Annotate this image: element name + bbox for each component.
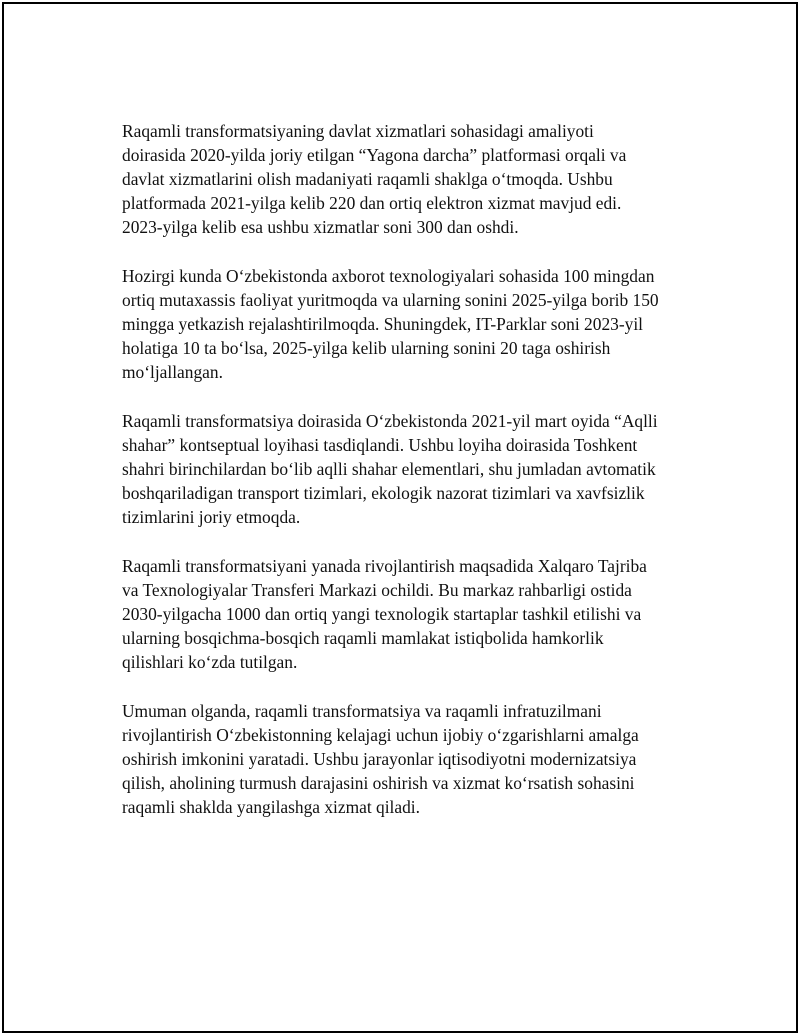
text-line: mingga yetkazish rejalashtirilmoqda. Shuningdek, IT-Parklar soni 2023-yil	[122, 314, 643, 334]
text-line: qilish, aholining turmush darajasini oshirish va xizmat ko‘rsatish sohasini	[122, 773, 635, 793]
text-line: 2023-yilga kelib esa ushbu xizmatlar soni 300 dan oshdi.	[122, 217, 519, 237]
paragraph-4	[122, 554, 702, 674]
text-line: Raqamli transformatsiyani yanada rivojlantirish maqsadida Xalqaro Tajriba	[122, 556, 647, 576]
text-line: qilishlari ko‘zda tutilgan.	[122, 652, 298, 672]
text-line: boshqariladigan transport tizimlari, ekologik nazorat tizimlari va xavfsizlik	[122, 483, 645, 503]
text-line: rivojlantirish O‘zbekistonning kelajagi uchun ijobiy o‘zgarishlarni amalga	[122, 725, 639, 745]
text-line: mo‘ljallangan.	[122, 362, 223, 382]
text-line: Raqamli transformatsiya doirasida O‘zbekistonda 2021-yil mart oyida “Aqlli	[122, 411, 658, 431]
paragraph-3	[122, 409, 702, 529]
text-line: shahar” kontseptual loyihasi tasdiqlandi. Ushbu loyiha doirasida Toshkent	[122, 435, 638, 455]
text-line: raqamli shaklda yangilashga xizmat qiladi.	[122, 797, 420, 817]
text-line: Raqamli transformatsiyaning davlat xizmatlari sohasidagi amaliyoti	[122, 121, 594, 141]
text-line: oshirish imkonini yaratadi. Ushbu jarayonlar iqtisodiyotni modernizatsiya	[122, 749, 637, 769]
text-line: ortiq mutaxassis faoliyat yuritmoqda va ularning sonini 2025-yilga borib 150	[122, 290, 659, 310]
paragraph-2	[122, 264, 702, 384]
text-line: ularning bosqichma-bosqich raqamli mamlakat istiqbolida hamkorlik	[122, 628, 604, 648]
text-line: Umuman olganda, raqamli transformatsiya va raqamli infratuzilmani	[122, 701, 602, 721]
text-line: doirasida 2020-yilda joriy etilgan “Yagona darcha” platformasi orqali va	[122, 145, 627, 165]
text-line: platformada 2021-yilga kelib 220 dan ortiq elektron xizmat mavjud edi.	[122, 193, 622, 213]
text-line: tizimlarini joriy etmoqda.	[122, 507, 301, 527]
document-page	[2, 2, 798, 1033]
text-line: davlat xizmatlarini olish madaniyati raqamli shaklga o‘tmoqda. Ushbu	[122, 169, 613, 189]
paragraph-5	[122, 699, 702, 819]
paragraph-1	[122, 119, 702, 239]
text-line: holatiga 10 ta bo‘lsa, 2025-yilga kelib ularning sonini 20 taga oshirish	[122, 338, 611, 358]
text-line: shahri birinchilardan bo‘lib aqlli shahar elementlari, shu jumladan avtomatik	[122, 459, 656, 479]
document-body	[122, 119, 702, 844]
text-line: va Texnologiyalar Transferi Markazi ochildi. Bu markaz rahbarligi ostida	[122, 580, 632, 600]
text-line: 2030-yilgacha 1000 dan ortiq yangi texnologik startaplar tashkil etilishi va	[122, 604, 642, 624]
text-line: Hozirgi kunda O‘zbekistonda axborot texnologiyalari sohasida 100 mingdan	[122, 266, 655, 286]
